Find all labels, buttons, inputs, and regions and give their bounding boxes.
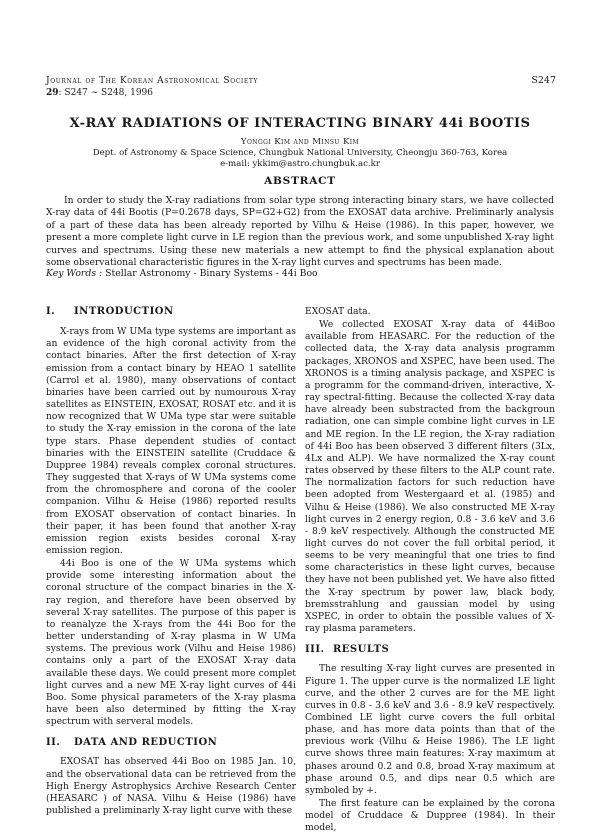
affiliation-block [0, 148, 600, 170]
section-title: INTRODUCTION [74, 306, 174, 317]
data-paragraph-1-continued: EXOSAT data. [305, 306, 371, 317]
right-column [305, 306, 555, 836]
volume-pages [46, 87, 258, 99]
abstract-heading: ABSTRACT [264, 175, 336, 187]
section-number: I. [46, 306, 56, 317]
keywords-line [46, 268, 318, 279]
page-range: : S247 ∼ S248, 1996 [58, 88, 154, 98]
section-title: DATA AND REDUCTION [74, 737, 218, 749]
journal-name: Journal of The Korean Astronomical Society [46, 76, 259, 86]
page-number: S247 [531, 75, 556, 86]
keywords-label: Key Words : [46, 268, 103, 279]
section-heading-results [305, 644, 555, 656]
email: e-mail: ykkim@astro.chungbuk.ac.kr [220, 159, 380, 169]
running-header [46, 75, 258, 99]
results-paragraph-1: The resulting X-ray light curves are presented in Figure 1. The upper curve is the normalized LE light curve, and the other 2 curves are for the ME light curves in 0.8 - 3.6 keV and 3.6 - 8.9 keV respectively. Combined LE light curve covers the full orbital phase, and has more data points than that of the previous work (Vilhu & Heise 1986). The LE light curve shows three main features: X-ray maximum at phases around 0.2 and 0.8, broad X-ray maximum at phase around 0.5, and dips near 0.5 which are symboled by +. [305, 663, 555, 796]
section-heading-introduction [46, 306, 296, 318]
paper-title: X-RAY RADIATIONS OF INTERACTING BINARY 44i BOOTIS [69, 116, 531, 131]
keywords: Stellar Astronomy - Binary Systems - 44i Boo [102, 268, 318, 279]
intro-paragraph-1: X-rays from W UMa type systems are important as an evidence of the high coronal activity from the contact binaries. After the first detection of X-ray emission from a contact binary by HEAO 1 satellite (Carrol et al. 1980), many observations of contact binaries have been carried out by numourous X-ray satellites as EINSTEIN, EXOSAT, ROSAT etc. and it is now recognized that W UMa type star were suitable to study the X-ray emission in the corona of the late type stars. Phase dependent studies of contact binaries with the EINSTEIN satellite (Cruddace & Duppree 1984) reveals complex coronal structures. They suggested that X-rays of W UMa systems come from the chromosphere and corona of the cooler companion. Vilhu & Heise (1986) reported results from EXOSAT observation of contact binaries. In their paper, it has been found that another X-ray emission region exists besides coronal X-ray emission region. [46, 326, 296, 556]
section-number: III. [305, 644, 325, 656]
affiliation: Dept. of Astronomy & Space Science, Chungbuk National University, Cheongju 360-763, Korea [92, 148, 508, 158]
results-paragraph-2: The first feature can be explained by the corona model of Cruddace & Duppree (1984). In their model, [305, 798, 555, 834]
abstract-text: In order to study the X-ray radiations from solar type strong interacting binary stars, we have collected X-ray data of 44i Bootis (P=0.2678 days, SP=G2+G2) from the EXOSAT data archive. Preliminarly analysis of a part of these data has been already reported by Vilhu & Heise (1986). In this paper, however, we present a more complete light curve in LE region than the previous work, and some unpublished X-ray light curves and spectrums. Using these new materials a new attempt to find the physical explanation about some observational characteristic figures in the X-ray light curves and spectrums has been made. [46, 195, 554, 269]
section-heading-data [46, 737, 296, 749]
left-column [46, 306, 296, 818]
section-number: II. [46, 737, 61, 749]
data-paragraph-2: We collected EXOSAT X-ray data of 44iBoo available from HEASARC. For the reduction of the collected data, the X-ray data analysis programm packages, XRONOS and XSPEC, have been used. The XRONOS is a timing analysis package, and XSPEC is a programm for the command-driven, interactive, X-ray spectral-fitting. Because the collected X-ray data have already been substracted from the backgroun radiation, one can simple combine light curves in LE and ME region. In the LE region, the X-ray radiation of 44i Boo has been observed 3 different filters (3Lx, 4Lx and ALP). We have normalized the X-ray count rates observed by these filters to the ALP count rate. The normalization factors for such reduction have been adopted from Westergaard et al. (1985) and Vilhu & Heise (1986). We also constructed ME X-ray light curves in 2 energy region, 0.8 - 3.6 keV and 3.6 - 8.9 keV respectively. Although the constructed ME light curves do not cover the full orbital period, it seems to be very meaningful that one tries to find some characteristics in these light curves, because they have not been published yet. We have also fitted the X-ray spectrum by power law, black body, bremsstrahlung and gaussian model by using XSPEC, in order to obtain the possible values of X-ray plasma parameters. [305, 319, 555, 635]
authors: Yonggi Kim and Minsu Kim [240, 137, 360, 147]
data-paragraph-1: EXOSAT has observed 44i Boo on 1985 Jan. 10, and the observational data can be retrieved from the High Energy Astrophysics Archive Research Center (HEASARC ) of NASA. Vilhu & Heise (1986) have published a preliminarly X-ray light curve with these [46, 756, 296, 817]
intro-paragraph-2: 44i Boo is one of the W UMa systems which provide some interesting information about the coronal structure of the compact binaries in the X-ray region, and therefore have been observed by several X-ray satellites. The purpose of this paper is to reanalyze the X-rays from the 44i Boo for the better understanding of X-ray plasma in W UMa systems. The previous work (Vilhu and Heise 1986) contains only a part of the EXOSAT X-ray data available these days. We could present more complet light curves and a new ME X-ray light curves of 44i Boo. Some physical parameters of the X-ray plasma have been also determined by fitting the X-ray spectrum with serveral models. [46, 558, 296, 728]
section-title: RESULTS [333, 644, 390, 656]
volume-number: 29 [46, 88, 59, 98]
